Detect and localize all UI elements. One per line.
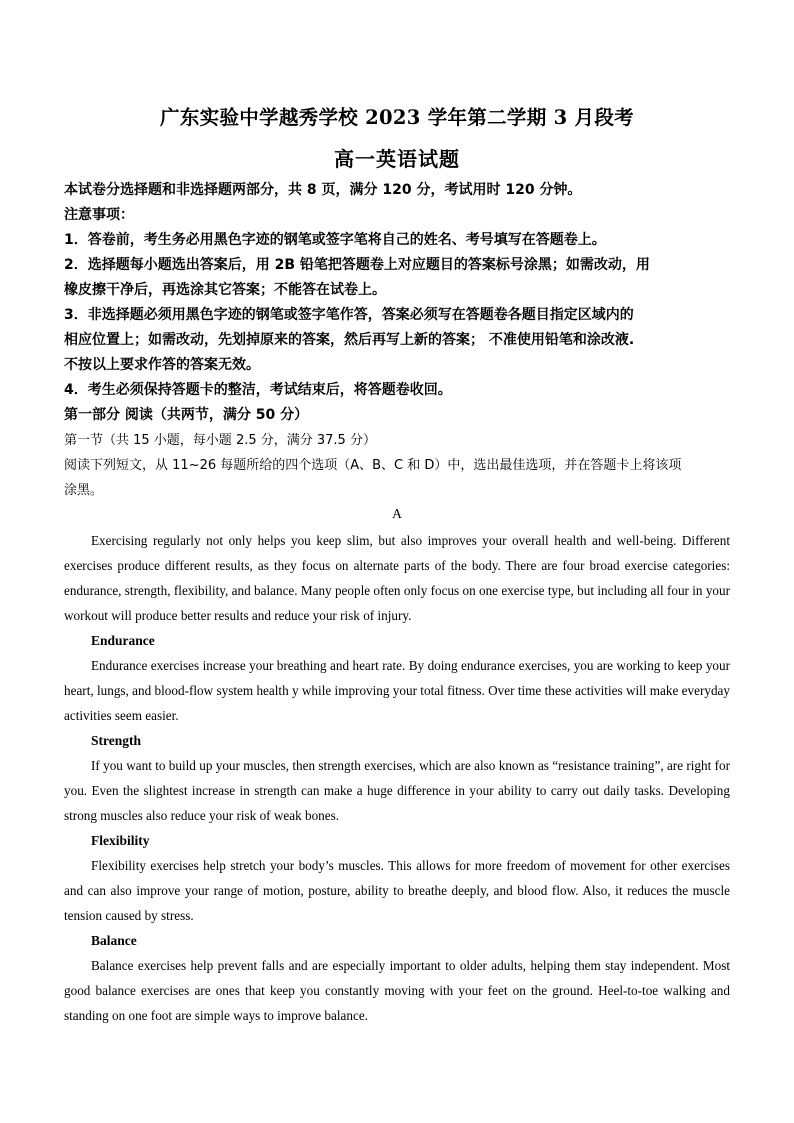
part-1-heading: 第一部分 阅读（共两节，满分 50 分） [64,407,309,423]
balance-heading: Balance [91,933,137,948]
exam-subtitle: 高一英语试题 [334,147,460,171]
strength-heading: Strength [91,733,142,748]
flexibility-text: Flexibility exercises help stretch your body’s muscles. This allows for more freedom of movement for other exercises and can also improve your range of motion, posture, ability to breathe deeply, and blood flow. Also, it reduces the muscle tension caused by stress. [64,858,730,923]
passage-letter: A [392,506,402,521]
notice-item-3-line-1: 3．非选择题必须用黑色字迹的钢笔或签字笔作答，答案必须写在答题卷各题目指定区域内的 [64,307,634,323]
endurance-heading: Endurance [91,633,155,648]
exam-title: 广东实验中学越秀学校 2023 学年第二学期 3 月段考 [160,106,634,129]
notice-item-2-line-1: 2．选择题每小题选出答案后，用 2B 铅笔把答题卷上对应题目的答案标号涂黑；如需改动，用 [64,257,650,273]
notice-label: 注意事项： [64,207,134,223]
notice-item-1: 1．答卷前，考生务必用黑色字迹的钢笔或签字笔将自己的姓名、考号填写在答题卷上。 [64,232,606,248]
exam-intro: 本试卷分选择题和非选择题两部分，共 8 页，满分 120 分，考试用时 120 分钟。 [64,182,582,198]
flexibility-heading: Flexibility [91,833,150,848]
strength-text: If you want to build up your muscles, then strength exercises, which are also known as “resistance training”, are right for you. Even the slightest increase in strength can make a huge difference in your ability to carry out daily tasks. Developing strong muscles also reduce your risk of weak bones. [64,758,730,823]
notice-item-2-line-2: 橡皮擦干净后，再选涂其它答案；不能答在试卷上。 [64,282,386,298]
balance-text: Balance exercises help prevent falls and are especially important to older adults, helping them stay independent. Most good balance exercises are ones that keep you constantly moving with your feet on the ground. Heel-to-toe walking and standing on one foot are simple ways to improve balance. [64,958,730,1023]
notice-item-3-line-2: 相应位置上；如需改动，先划掉原来的答案，然后再写上新的答案； 不准使用铅笔和涂改液. [64,332,635,348]
directions-line-1: 阅读下列短文，从 11~26 每题所给的四个选项（A、B、C 和 D）中，选出最佳选项，并在答题卡上将该项 [64,458,682,473]
endurance-text: Endurance exercises increase your breathing and heart rate. By doing endurance exercises, you are working to keep your heart, lungs, and blood-flow system health y while improving your total fitness. Over time these activities will make everyday activities seem easier. [64,658,730,723]
passage-intro: Exercising regularly not only helps you keep slim, but also improves your overall health and well-being. Different exercises produce different results, as they focus on alternate parts of the body. There are four broad exercise categories: endurance, strength, flexibility, and balance. Many people often only focus on one exercise type, but including all four in your workout will produce better results and reduce your risk of injury. [64,533,730,623]
directions-line-2: 涂黑。 [64,483,104,498]
section-1-heading: 第一节（共 15 小题，每小题 2.5 分，满分 37.5 分） [64,433,376,448]
notice-item-4: 4．考生必须保持答题卡的整洁，考试结束后，将答题卷收回。 [64,382,452,398]
notice-item-3-line-3: 不按以上要求作答的答案无效。 [64,357,260,373]
passage-body [64,528,730,1028]
